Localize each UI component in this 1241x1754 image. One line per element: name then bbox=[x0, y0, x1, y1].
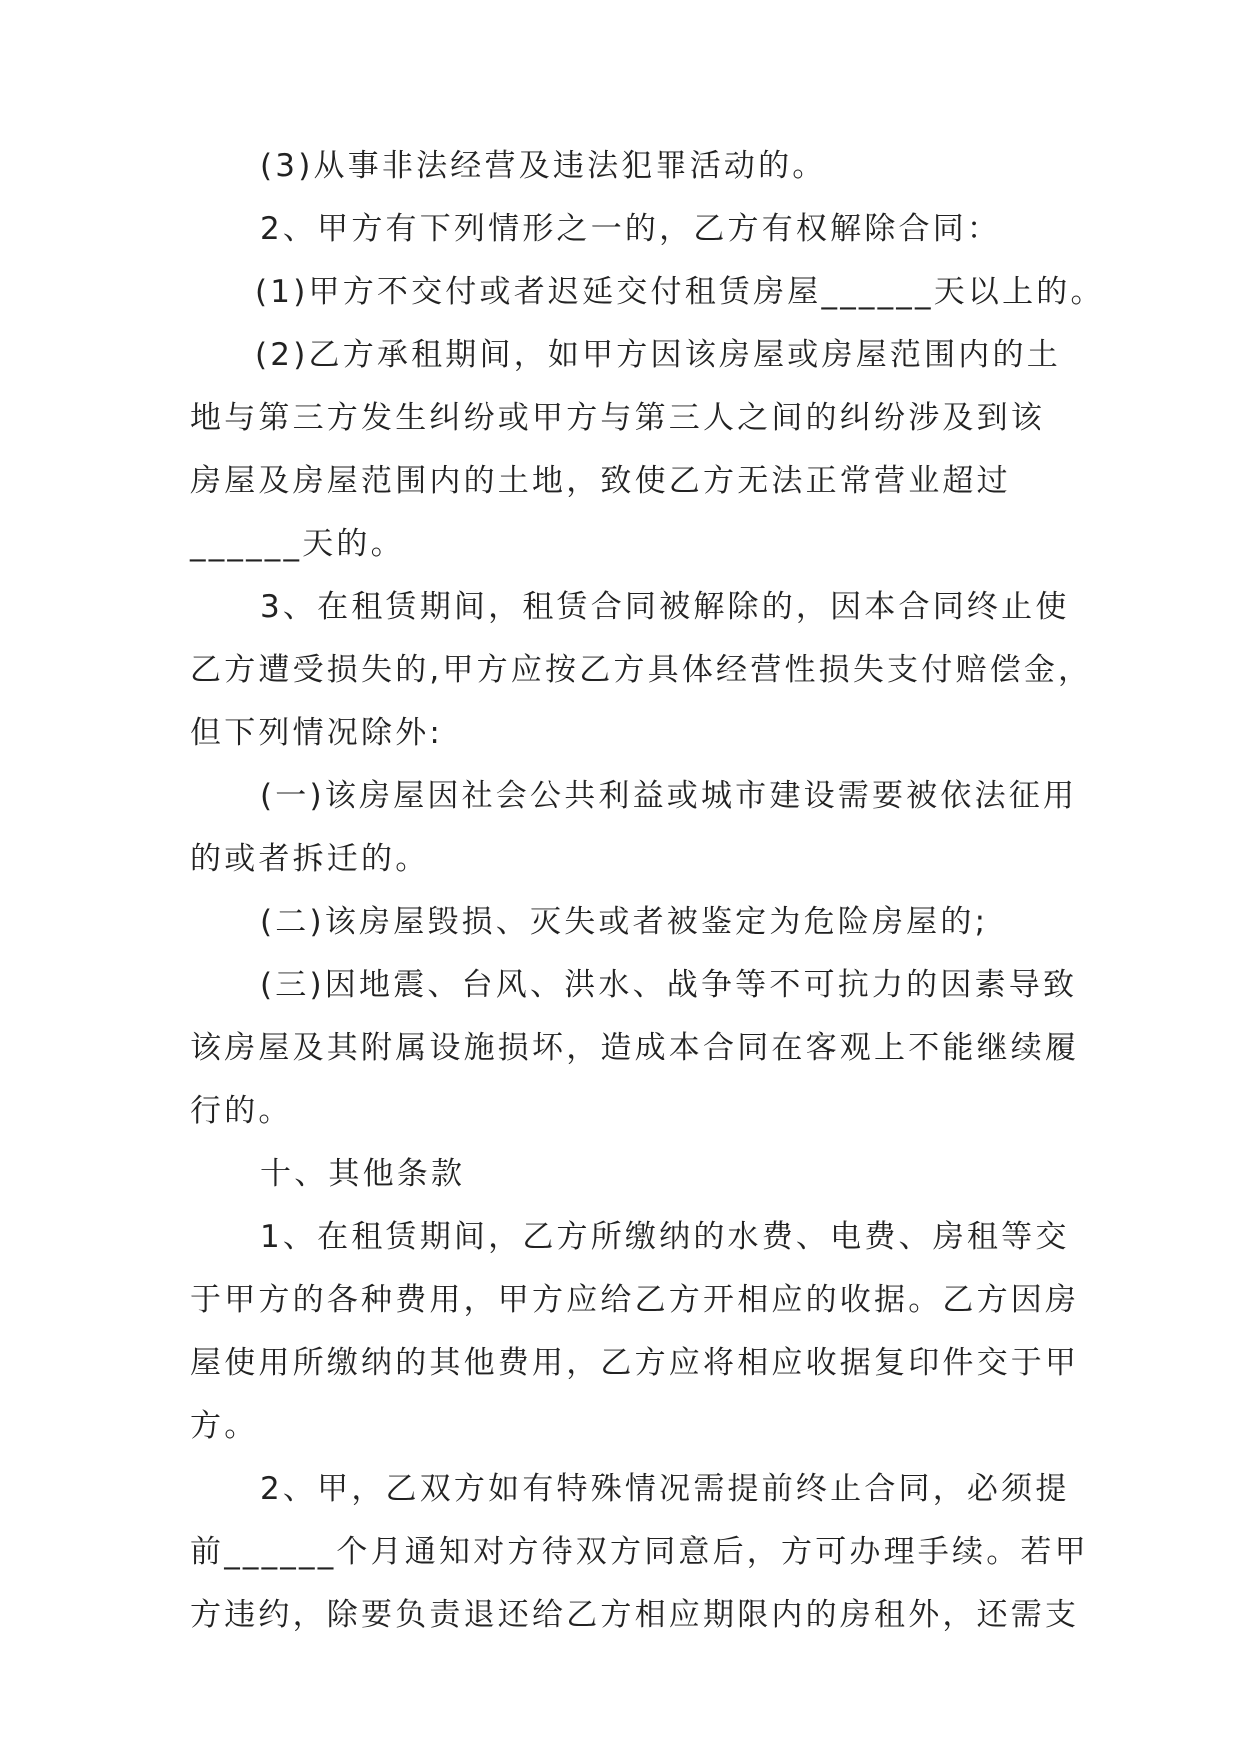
text-line: 2、甲方有下列情形之一的，乙方有权解除合同： bbox=[260, 211, 1002, 247]
text-line: 1、在租赁期间，乙方所缴纳的水费、电费、房租等交 bbox=[260, 1219, 1070, 1255]
text-line: 行的。 bbox=[190, 1093, 293, 1129]
text-line: 方。 bbox=[190, 1408, 259, 1444]
text-line: 于甲方的各种费用，甲方应给乙方开相应的收据。乙方因房 bbox=[190, 1282, 1080, 1318]
text-line: 3、在租赁期间，租赁合同被解除的，因本合同终止使 bbox=[260, 589, 1070, 625]
text-line: 地与第三方发生纠纷或甲方与第三人之间的纠纷涉及到该 bbox=[190, 400, 1045, 436]
text-line: (1)甲方不交付或者迟延交付租赁房屋______天以上的。 bbox=[255, 274, 1105, 310]
text-line: 但下列情况除外: bbox=[190, 715, 444, 751]
text-line: 方违约，除要负责退还给乙方相应期限内的房租外，还需支 bbox=[190, 1597, 1080, 1633]
text-line: (二)该房屋毁损、灭失或者被鉴定为危险房屋的; bbox=[260, 904, 989, 940]
text-line: (一)该房屋因社会公共利益或城市建设需要被依法征用 bbox=[260, 778, 1078, 814]
text-line: (3)从事非法经营及违法犯罪活动的。 bbox=[260, 148, 827, 184]
text-line: 前______个月通知对方待双方同意后，方可办理手续。若甲 bbox=[190, 1534, 1089, 1570]
text-line: (2)乙方承租期间，如甲方因该房屋或房屋范围内的土 bbox=[255, 337, 1061, 373]
text-line: 乙方遭受损失的,甲方应按乙方具体经营性损失支付赔偿金， bbox=[190, 652, 1093, 688]
section-heading: 十、其他条款 bbox=[260, 1156, 466, 1192]
text-line: 2、甲，乙双方如有特殊情况需提前终止合同，必须提 bbox=[260, 1471, 1070, 1507]
text-line: 该房屋及其附属设施损坏，造成本合同在客观上不能继续履 bbox=[190, 1030, 1080, 1066]
text-line: (三)因地震、台风、洪水、战争等不可抗力的因素导致 bbox=[260, 967, 1078, 1003]
text-line: 房屋及房屋范围内的土地，致使乙方无法正常营业超过 bbox=[190, 463, 1011, 499]
text-line: 屋使用所缴纳的其他费用，乙方应将相应收据复印件交于甲 bbox=[190, 1345, 1080, 1381]
text-line: ______天的。 bbox=[190, 526, 405, 562]
text-line: 的或者拆迁的。 bbox=[190, 841, 430, 877]
